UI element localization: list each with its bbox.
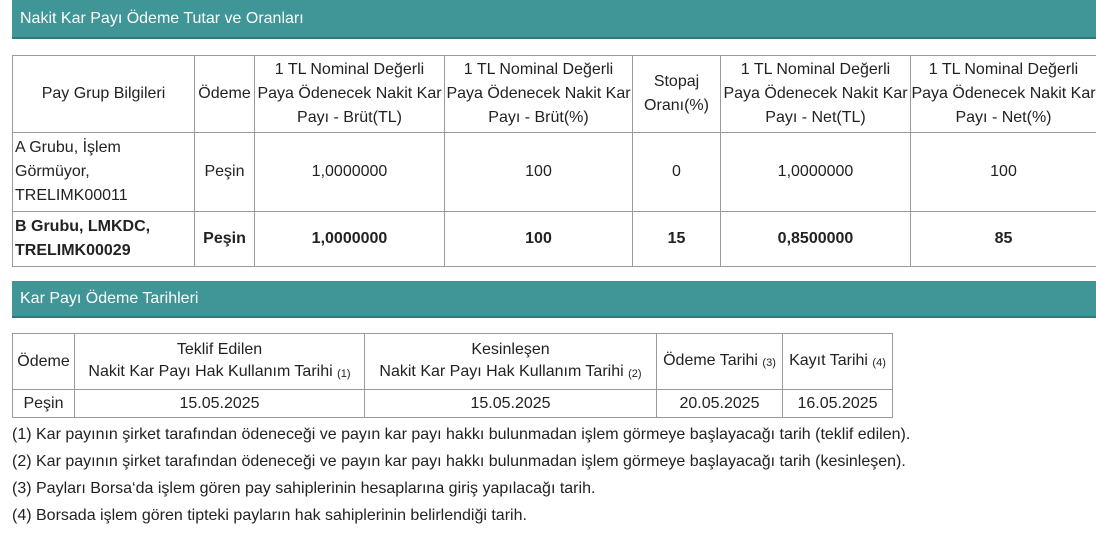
header-net-tl: 1 TL Nominal Değerli Paya Ödenecek Nakit Kar Payı - Net(TL) — [721, 56, 911, 133]
header-proposed-date — [75, 334, 365, 390]
footnote-3: (3) Payları Borsa‘da işlem gören pay sahiplerinin hesaplarına giriş yapılacağı tarih. — [12, 480, 596, 497]
header-record-date — [783, 334, 893, 390]
cell-final-date: 15.05.2025 — [365, 390, 657, 418]
dividend-amounts-table — [12, 55, 1096, 267]
header-final-line2: Nakit Kar Payı Hak Kullanım Tarihi — [379, 362, 624, 380]
cell-payment: Peşin — [195, 212, 255, 267]
table-row — [13, 133, 1096, 212]
footnotes — [12, 421, 910, 529]
table-header-row — [13, 56, 1096, 133]
cell-proposed-date: 15.05.2025 — [75, 390, 365, 418]
cell-withholding: 15 — [633, 212, 721, 267]
section-header-dates — [12, 281, 1096, 318]
cell-net-tl: 0,8500000 — [721, 212, 911, 267]
cell-payment: Peşin — [195, 133, 255, 212]
cell-group: A Grubu, İşlem Görmüyor, TRELIMK00011 — [13, 133, 195, 212]
header-payment: Ödeme — [13, 334, 75, 390]
section-title: Kar Payı Ödeme Tarihleri — [20, 290, 199, 307]
table-row — [13, 212, 1096, 267]
header-group: Pay Grup Bilgileri — [13, 56, 195, 133]
cell-gross-tl: 1,0000000 — [255, 133, 445, 212]
footnote-ref: (3) — [762, 356, 776, 369]
cell-gross-tl: 1,0000000 — [255, 212, 445, 267]
cell-net-pct: 100 — [911, 133, 1096, 212]
footnote-ref: (1) — [337, 367, 351, 380]
cell-net-tl: 1,0000000 — [721, 133, 911, 212]
section-header-amounts — [12, 0, 1096, 39]
cell-gross-pct: 100 — [445, 133, 633, 212]
header-net-pct: 1 TL Nominal Değerli Paya Ödenecek Nakit Kar Payı - Net(%) — [911, 56, 1096, 133]
cell-gross-pct: 100 — [445, 212, 633, 267]
section-title: Nakit Kar Payı Ödeme Tutar ve Oranları — [20, 10, 304, 27]
cell-pay-date: 20.05.2025 — [657, 390, 783, 418]
footnote-2: (2) Kar payının şirket tarafından ödeneceği ve payın kar payı hakkı bulunmadan işlem görmeye başlayacağı tarih (kesinleşen). — [12, 453, 906, 470]
cell-group: B Grubu, LMKDC, TRELIMK00029 — [13, 212, 195, 267]
footnote-ref: (4) — [872, 356, 886, 369]
header-proposed-line2: Nakit Kar Payı Hak Kullanım Tarihi — [88, 362, 333, 380]
table-header-row — [13, 334, 893, 390]
footnote-ref: (2) — [628, 367, 642, 380]
header-withholding: Stopaj Oranı(%) — [633, 56, 721, 133]
cell-record-date: 16.05.2025 — [783, 390, 893, 418]
header-record-date-label: Kayıt Tarihi — [789, 351, 868, 369]
header-pay-date — [657, 334, 783, 390]
header-proposed-line1: Teklif Edilen — [176, 340, 263, 358]
header-payment: Ödeme — [195, 56, 255, 133]
header-gross-tl: 1 TL Nominal Değerli Paya Ödenecek Nakit Kar Payı - Brüt(TL) — [255, 56, 445, 133]
cell-withholding: 0 — [633, 133, 721, 212]
header-gross-pct: 1 TL Nominal Değerli Paya Ödenecek Nakit Kar Payı - Brüt(%) — [445, 56, 633, 133]
header-pay-date-label: Ödeme Tarihi — [663, 351, 758, 369]
cell-payment: Peşin — [13, 390, 75, 418]
header-final-line1: Kesinleşen — [471, 340, 550, 358]
dividend-dates-table — [12, 333, 893, 418]
cell-net-pct: 85 — [911, 212, 1096, 267]
footnote-1: (1) Kar payının şirket tarafından ödeneceği ve payın kar payı hakkı bulunmadan işlem görmeye başlayacağı tarih (teklif edilen). — [12, 426, 911, 443]
header-final-date — [365, 334, 657, 390]
table-row — [13, 390, 893, 418]
footnote-4: (4) Borsada işlem gören tipteki payların hak sahiplerinin belirlendiği tarih. — [12, 507, 527, 524]
